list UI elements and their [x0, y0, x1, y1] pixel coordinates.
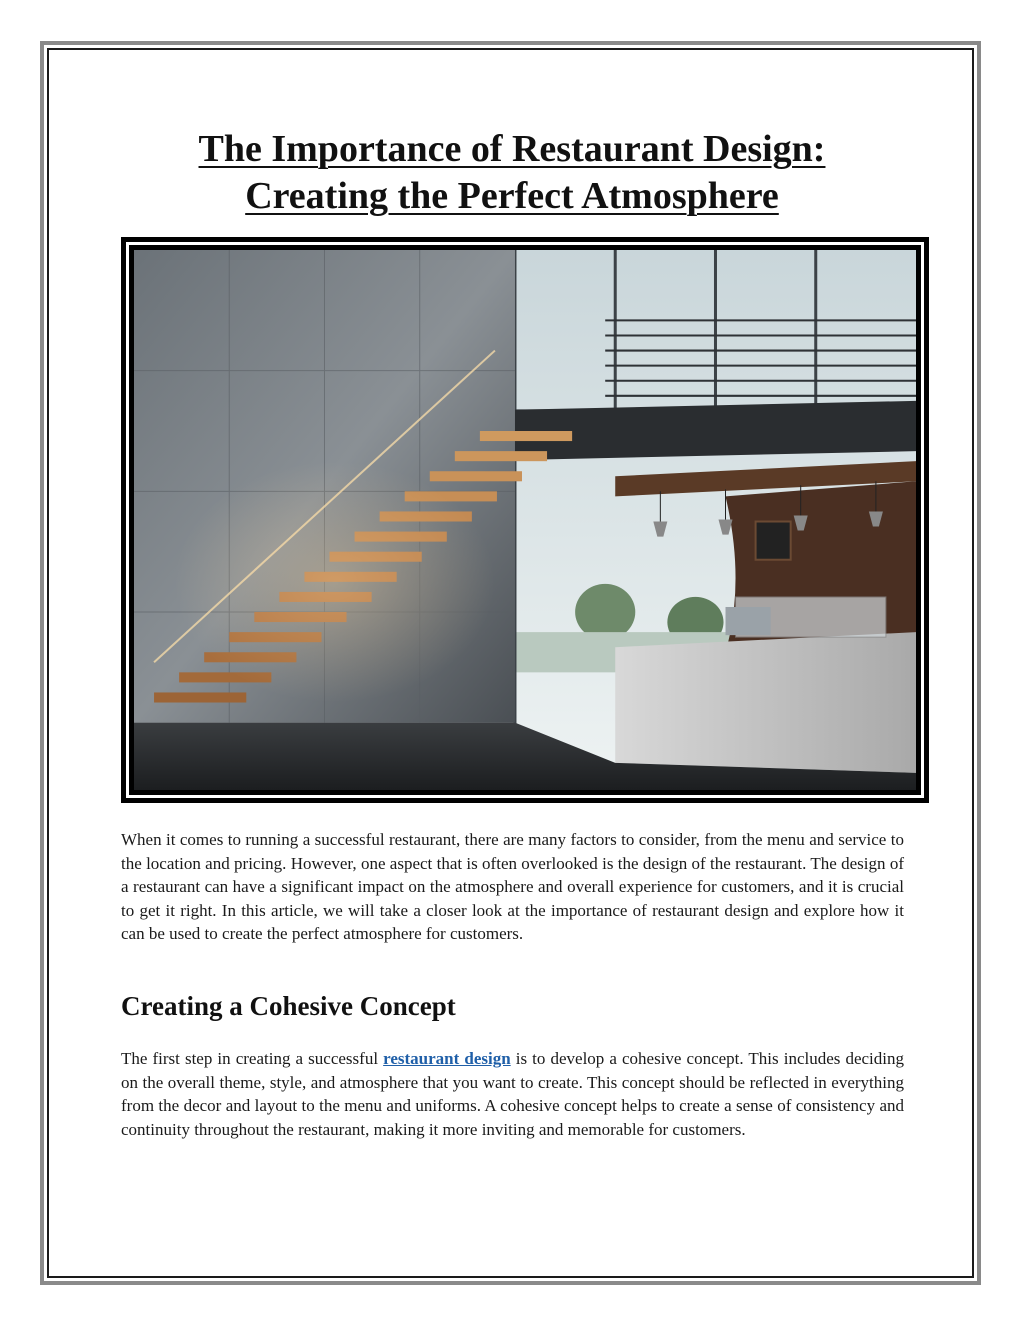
- section-heading-cohesive-concept: Creating a Cohesive Concept: [121, 991, 456, 1021]
- title-line-2: Creating the Perfect Atmosphere: [245, 175, 779, 217]
- page-title: [60, 126, 964, 220]
- stair-glow: [174, 461, 495, 702]
- grill: [726, 607, 771, 635]
- hero-image-frame: [121, 237, 929, 803]
- cohesive-concept-paragraph: [121, 1047, 904, 1141]
- restaurant-design-link[interactable]: restaurant design: [383, 1049, 511, 1068]
- tree-left: [575, 584, 635, 640]
- title-line-1: The Importance of Restaurant Design:: [198, 128, 826, 170]
- paragraph-text-before-link: The first step in creating a successful: [121, 1049, 384, 1068]
- intro-paragraph: When it comes to running a successful restaurant, there are many factors to consider, from the menu and service to the location and pricing. However, one aspect that is often overlooked is the design of the restaurant. The design of a restaurant can have a significant impact on the atmosphere and overall experience for customers, and it is crucial to get it right. In this article, we will take a closer look at the importance of restaurant design and explore how it can be used to create the perfect atmosphere for customers.: [121, 830, 904, 943]
- paragraph-text-after-link: is to develop a cohesive concept. This includes deciding on the overall theme, style, and atmosphere that you want to create. This concept should be reflected in everything from the decor and layout to the menu and uniforms. A cohesive concept helps to create a sense of consistency and continuity throughout the restaurant, making it more inviting and memorable for customers.: [121, 1049, 904, 1139]
- bar-counter: [615, 632, 916, 773]
- restaurant-interior-photo: [134, 250, 916, 790]
- menu-board: [756, 522, 791, 560]
